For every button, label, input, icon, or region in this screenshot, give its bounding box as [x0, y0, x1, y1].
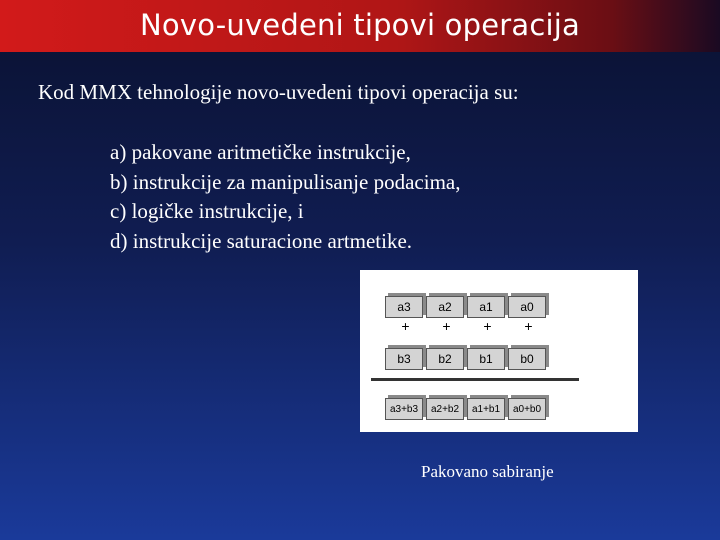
plus-operator: + — [401, 318, 410, 334]
sum-divider-line — [371, 378, 579, 381]
packed-addition-diagram — [360, 270, 638, 432]
list-item: d) instrukcije saturacione artmetike. — [110, 228, 413, 253]
result-row — [385, 398, 549, 420]
register-cell: a2+b2 — [426, 398, 464, 420]
register-cell: a2 — [426, 296, 464, 318]
plus-operator: + — [524, 318, 533, 334]
register-cell: a0 — [508, 296, 546, 318]
list-item: a) pakovane aritmetičke instrukcije, — [110, 140, 411, 164]
slide-title: Novo-uvedeni tipovi operacija — [140, 8, 580, 42]
register-cell: b0 — [508, 348, 546, 370]
register-cell: a3 — [385, 296, 423, 318]
register-cell: a0+b0 — [508, 398, 546, 420]
register-cell: b3 — [385, 348, 423, 370]
intro-text: Kod MMX tehnologije novo-uvedeni tipovi operacija su: — [38, 80, 519, 104]
operand-a-row — [385, 296, 549, 318]
register-cell: b1 — [467, 348, 505, 370]
plus-operator: + — [442, 318, 451, 334]
title-bar — [0, 0, 720, 52]
plus-operator: + — [483, 318, 492, 334]
figure-caption: Pakovano sabiranje — [421, 462, 554, 481]
register-cell: a1 — [467, 296, 505, 318]
operand-b-row — [385, 348, 549, 370]
register-cell: a1+b1 — [467, 398, 505, 420]
list-item: b) instrukcije za manipulisanje podacima, — [110, 169, 461, 194]
list-item: c) logičke instrukcije, i — [110, 199, 304, 223]
register-cell: a3+b3 — [385, 398, 423, 420]
register-cell: b2 — [426, 348, 464, 370]
operator-row — [385, 318, 549, 334]
operation-types-list — [110, 138, 460, 256]
